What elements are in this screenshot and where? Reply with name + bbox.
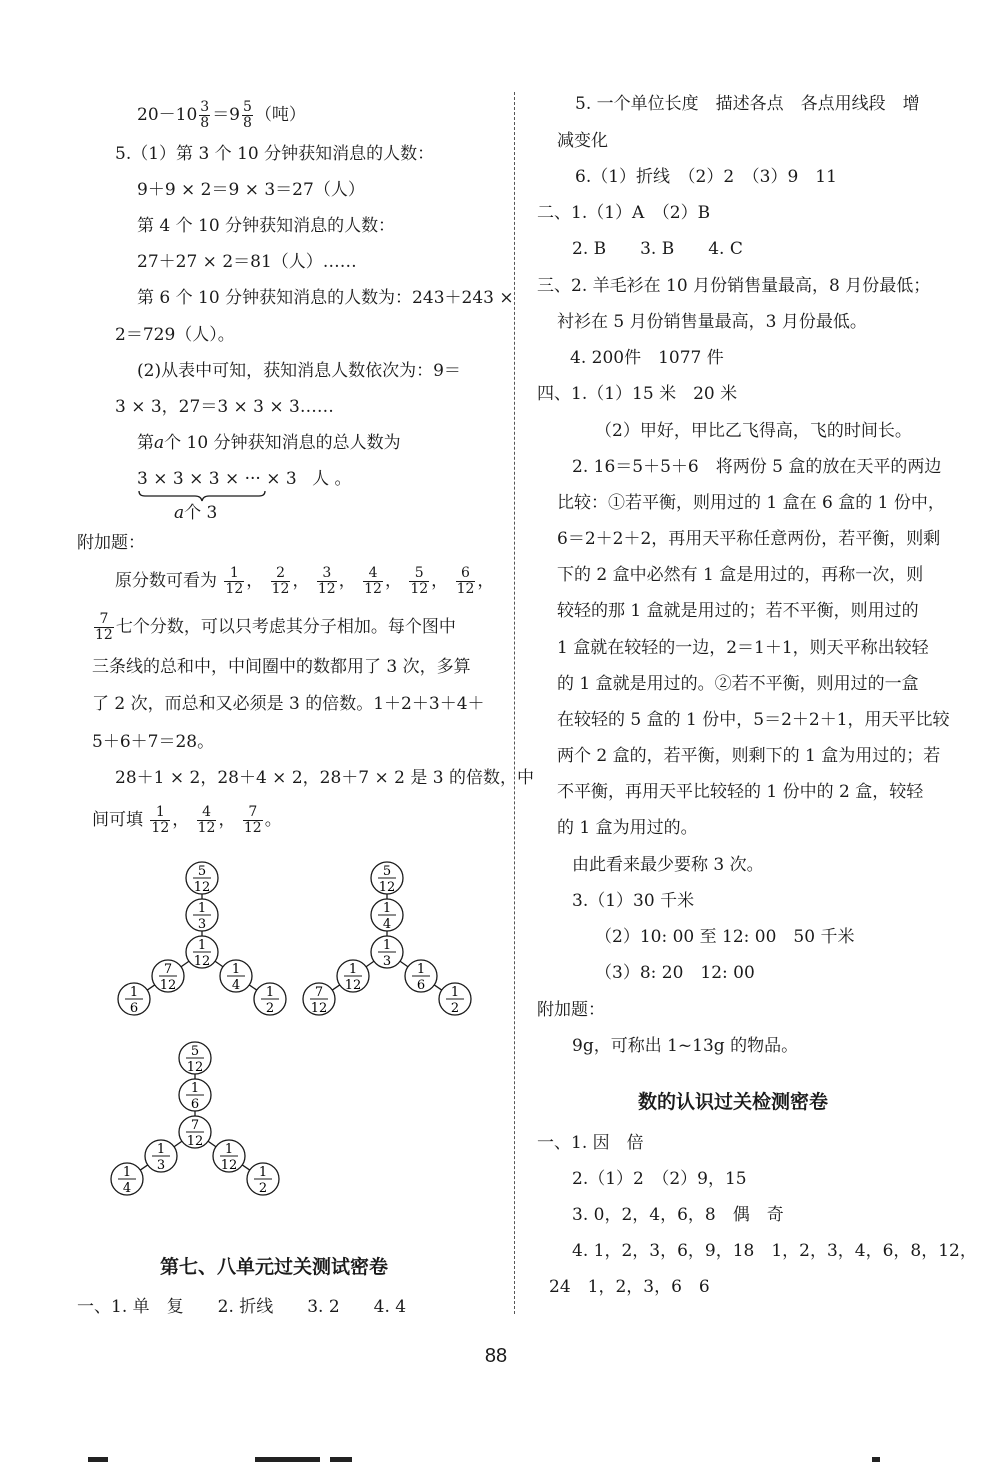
right-line-25: （3）8: 20 12: 00 bbox=[595, 963, 755, 983]
fraction-node-upper bbox=[371, 899, 403, 932]
svg-text:1: 1 bbox=[197, 901, 207, 916]
left-line-17: 5＋6＋7＝28。 bbox=[92, 732, 215, 752]
fraction-node-center bbox=[186, 936, 218, 969]
svg-text:1: 1 bbox=[231, 962, 241, 977]
svg-text:6: 6 bbox=[416, 978, 426, 993]
svg-text:12: 12 bbox=[186, 1060, 204, 1075]
right-line-3: 6.（1）折线 （2）2 （3）9 11 bbox=[575, 167, 837, 187]
fraction-node-center bbox=[179, 1116, 211, 1149]
fraction: $\frac{5}{8}$ bbox=[243, 99, 252, 131]
svg-text:7: 7 bbox=[163, 962, 173, 977]
right-line-22: 由此看来最少要称 3 次。 bbox=[572, 855, 764, 875]
diagram-edge bbox=[400, 961, 408, 967]
svg-text:12: 12 bbox=[193, 954, 211, 969]
fraction-node-left-out bbox=[111, 1163, 143, 1196]
svg-text:12: 12 bbox=[344, 978, 362, 993]
left-line-7: 2＝729（人）。 bbox=[115, 325, 235, 345]
svg-text:3: 3 bbox=[382, 954, 392, 969]
svg-text:1: 1 bbox=[382, 938, 392, 953]
diagram-edge bbox=[181, 961, 189, 967]
left-line-12: 附加题： bbox=[77, 533, 145, 553]
svg-text:1: 1 bbox=[450, 985, 460, 1000]
svg-text:1: 1 bbox=[156, 1142, 166, 1157]
diagram-edge bbox=[242, 1165, 249, 1170]
right-line-5: 2. B 3. B 4. C bbox=[572, 239, 743, 259]
diagram-edge bbox=[174, 1141, 182, 1147]
fraction-node-upper bbox=[179, 1079, 211, 1112]
fraction-node-top bbox=[179, 1042, 211, 1075]
right-section-heading: 数的认识过关检测密卷 bbox=[638, 1091, 829, 1113]
svg-text:12: 12 bbox=[193, 880, 211, 895]
fraction: $\frac{3}{8}$ bbox=[200, 99, 210, 131]
right-line-20: 不平衡，再用天平比较轻的 1 份中的 2 盒，较轻 bbox=[557, 782, 924, 802]
fraction-diagram bbox=[118, 862, 286, 1016]
svg-text:5: 5 bbox=[382, 864, 392, 879]
svg-text:12: 12 bbox=[310, 1001, 328, 1016]
scan-mark bbox=[330, 1457, 352, 1462]
svg-text:1: 1 bbox=[190, 1081, 200, 1096]
left-line-9: 3 × 3，27＝3 × 3 × 3…… bbox=[115, 397, 334, 417]
fraction-node-right-out bbox=[439, 983, 471, 1016]
right-line-7: 衬衫在 5 月份销售量最高，3 月份最低。 bbox=[557, 312, 867, 332]
left-line-15: 三条线的总和中，中间圈中的数都用了 3 次，多算 bbox=[92, 657, 471, 677]
fraction-node-right-in bbox=[405, 960, 437, 993]
left-line-20: 一、1. 单 复 2. 折线 3. 2 4. 4 bbox=[77, 1297, 407, 1317]
diagram-edge bbox=[215, 961, 223, 967]
fraction-node-right-out bbox=[254, 983, 286, 1016]
right-line-30: 3. 0，2，4，6，8 偶 奇 bbox=[572, 1205, 784, 1225]
right-line-31: 4. 1，2，3，6，9，18 1，2，3，4，6，8，12， bbox=[572, 1241, 977, 1261]
svg-text:4: 4 bbox=[122, 1181, 132, 1196]
svg-text:6: 6 bbox=[129, 1001, 139, 1016]
left-line-16: 了 2 次，而总和又必须是 3 的倍数。1＋2＋3＋4＋ bbox=[92, 694, 485, 714]
svg-text:12: 12 bbox=[378, 880, 396, 895]
fraction-node-right-in bbox=[213, 1140, 245, 1173]
right-line-9: 四、1.（1）15 米 20 米 bbox=[537, 384, 738, 404]
svg-text:1: 1 bbox=[129, 985, 139, 1000]
svg-text:1: 1 bbox=[224, 1142, 234, 1157]
left-line-3: 9＋9 × 2＝9 × 3＝27（人） bbox=[137, 180, 365, 200]
right-line-14: 下的 2 盒中必然有 1 盒是用过的，再称一次，则 bbox=[557, 565, 924, 585]
right-line-27: 9g，可称出 1~13g 的物品。 bbox=[572, 1036, 799, 1056]
fraction-node-left-out bbox=[118, 983, 150, 1016]
left-line-13: 原分数可看为 $\frac{1}{12}$ ， $\frac{2}{12}$ ， $\frac{3}{12}$ ， $\frac{4}{12}$ ， $\frac{5}{12}$ ， $\frac{6}{12}$ ， bbox=[115, 565, 495, 597]
left-line-6: 第 6 个 10 分钟获知消息的人数为：243＋243 × bbox=[137, 288, 514, 308]
fraction-node-upper bbox=[186, 899, 218, 932]
right-line-8: 4. 200件 1077 件 bbox=[570, 348, 724, 368]
svg-text:3: 3 bbox=[197, 917, 207, 932]
fraction-node-right-out bbox=[247, 1163, 279, 1196]
right-line-18: 在较轻的 5 盒的 1 份中，5＝2＋2＋1，用天平比较 bbox=[557, 710, 950, 730]
right-line-13: 6＝2＋2＋2，再用天平称任意两份，若平衡，则剩 bbox=[557, 529, 941, 549]
fraction-node-right-in bbox=[220, 960, 252, 993]
right-line-2: 减变化 bbox=[557, 131, 608, 151]
right-line-10: （2）甲好，甲比乙飞得高，飞的时间长。 bbox=[595, 421, 912, 441]
diagram-edge bbox=[140, 1165, 147, 1170]
diagram-edge bbox=[147, 985, 154, 990]
scan-mark bbox=[255, 1457, 320, 1462]
svg-text:1: 1 bbox=[416, 962, 426, 977]
fraction-diagram bbox=[111, 1042, 279, 1196]
svg-text:1: 1 bbox=[122, 1165, 132, 1180]
left-line-14: $\frac{7}{12}$ 七个分数，可以只考虑其分子相加。每个图中 bbox=[95, 611, 456, 643]
unit-label: 人 。 bbox=[312, 469, 352, 489]
column-divider bbox=[514, 92, 515, 1314]
product-expression: 3 × 3 × 3 × ··· × 3 bbox=[137, 469, 297, 489]
svg-text:2: 2 bbox=[258, 1181, 268, 1196]
left-line-8: (2)从表中可知，获知消息人数依次为：9＝ bbox=[137, 361, 461, 381]
fraction-diagram bbox=[303, 862, 471, 1016]
right-line-29: 2.（1）2 （2）9，15 bbox=[572, 1169, 747, 1189]
fraction-node-top bbox=[186, 862, 218, 895]
right-line-11: 2. 16＝5＋5＋6 将两份 5 盒的放在天平的两边 bbox=[572, 457, 942, 477]
diagram-edge bbox=[434, 985, 441, 990]
right-line-24: （2）10: 00 至 12: 00 50 千米 bbox=[595, 927, 855, 947]
left-line-5: 27＋27 × 2＝81（人）…… bbox=[137, 252, 357, 272]
fraction-node-center bbox=[371, 936, 403, 969]
svg-text:12: 12 bbox=[220, 1158, 238, 1173]
fraction-node-top bbox=[371, 862, 403, 895]
svg-text:1: 1 bbox=[348, 962, 358, 977]
right-line-15: 较轻的那 1 盒就是用过的；若不平衡，则用过的 bbox=[557, 601, 919, 621]
diagram-edge bbox=[249, 985, 256, 990]
svg-text:1: 1 bbox=[382, 901, 392, 916]
svg-text:7: 7 bbox=[314, 985, 324, 1000]
diagram-edge bbox=[208, 1141, 216, 1147]
left-line-10: 第a个 10 分钟获知消息的总人数为 bbox=[137, 433, 401, 453]
right-line-21: 的 1 盒为用过的。 bbox=[557, 818, 698, 838]
svg-text:6: 6 bbox=[190, 1097, 200, 1112]
right-line-1: 5. 一个单位长度 描述各点 各点用线段 增 bbox=[575, 94, 920, 114]
fraction-node-left-in bbox=[152, 960, 184, 993]
fraction-node-left-in bbox=[145, 1140, 177, 1173]
svg-text:1: 1 bbox=[258, 1165, 268, 1180]
right-line-19: 两个 2 盒的，若平衡，则剩下的 1 盒为用过的；若 bbox=[557, 746, 941, 766]
svg-text:4: 4 bbox=[231, 978, 241, 993]
left-line-2: 5.（1）第 3 个 10 分钟获知消息的人数： bbox=[115, 144, 435, 164]
svg-text:2: 2 bbox=[450, 1001, 460, 1016]
svg-text:2: 2 bbox=[265, 1001, 275, 1016]
right-line-4: 二、1.（1）A （2）B bbox=[537, 203, 711, 223]
right-line-32: 24 1，2，3，6 6 bbox=[549, 1277, 710, 1297]
left-line-18: 28＋1 × 2，28＋4 × 2，28＋7 × 2 是 3 的倍数，中 bbox=[115, 768, 534, 788]
scan-mark bbox=[88, 1457, 108, 1462]
diagram-edge bbox=[332, 985, 339, 990]
fraction-node-left-in bbox=[337, 960, 369, 993]
left-line-1: 20－10 $\frac{3}{8}$ ＝9 $\frac{5}{8}$ （吨） bbox=[137, 99, 306, 131]
right-line-23: 3.（1）30 千米 bbox=[572, 891, 695, 911]
fraction-node-left-out bbox=[303, 983, 335, 1016]
svg-text:12: 12 bbox=[186, 1134, 204, 1149]
left-line-19: 间可填 $\frac{1}{12}$ ， $\frac{4}{12}$ ， $\frac{7}{12}$ 。 bbox=[92, 804, 282, 836]
svg-text:4: 4 bbox=[382, 917, 392, 932]
page-number: 88 bbox=[484, 1345, 508, 1367]
left-line-4: 第 4 个 10 分钟获知消息的人数： bbox=[137, 216, 396, 236]
right-line-6: 三、2. 羊毛衫在 10 月份销售量最高，8 月份最低； bbox=[537, 276, 931, 296]
svg-text:7: 7 bbox=[190, 1118, 200, 1133]
diagram-edge bbox=[366, 961, 374, 967]
right-line-28: 一、1. 因 倍 bbox=[537, 1133, 644, 1153]
svg-text:3: 3 bbox=[156, 1158, 166, 1173]
svg-text:1: 1 bbox=[265, 985, 275, 1000]
underbrace-expression: 3 × 3 × 3 × ··· × 3 人 。 a个 3 bbox=[137, 469, 352, 523]
left-section-heading: 第七、八单元过关测试密卷 bbox=[160, 1256, 389, 1278]
right-line-12: 比较：①若平衡，则用过的 1 盒在 6 盒的 1 份中， bbox=[557, 493, 945, 513]
svg-text:5: 5 bbox=[190, 1044, 200, 1059]
svg-text:12: 12 bbox=[159, 978, 177, 993]
scan-mark bbox=[872, 1457, 880, 1462]
svg-text:1: 1 bbox=[197, 938, 207, 953]
svg-text:5: 5 bbox=[197, 864, 207, 879]
right-line-26: 附加题： bbox=[537, 1000, 605, 1020]
right-line-16: 1 盒就在较轻的一边，2＝1＋1，则天平称出较轻 bbox=[557, 638, 929, 658]
fraction-diagrams bbox=[0, 850, 500, 1230]
right-line-17: 的 1 盒就是用过的。②若不平衡，则用过的一盒 bbox=[557, 674, 919, 694]
